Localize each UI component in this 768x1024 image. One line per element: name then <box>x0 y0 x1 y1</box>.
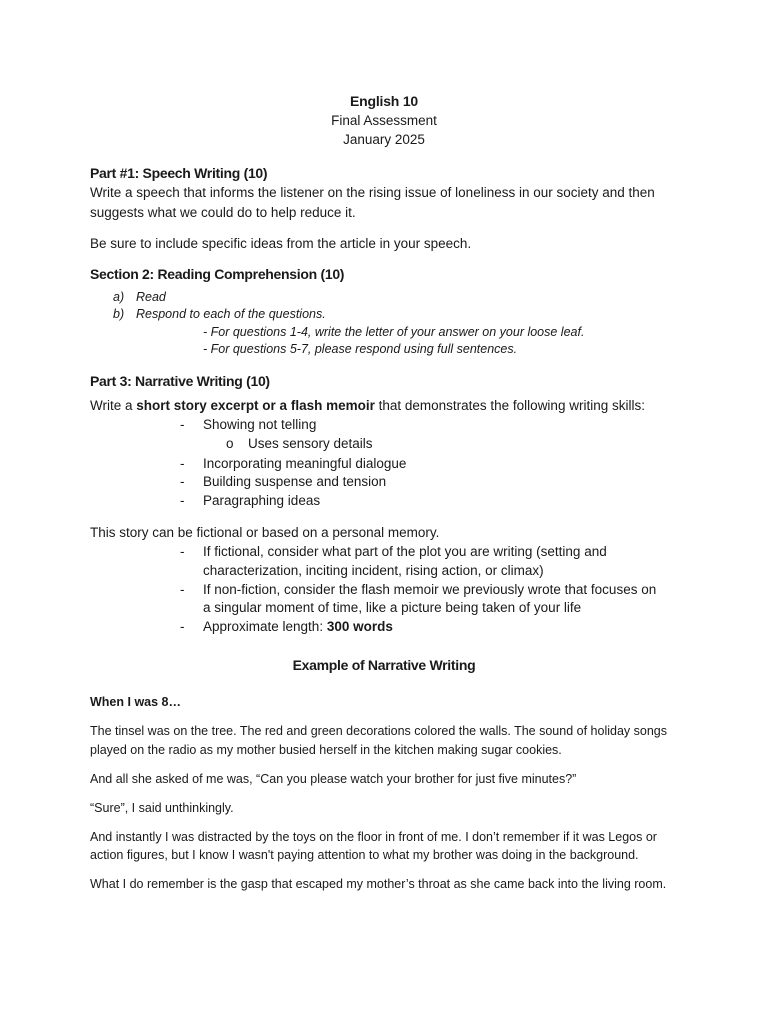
section2-note-1: - For questions 1-4, write the letter of your answer on your loose leaf. <box>203 325 585 339</box>
skill-item: Paragraphing ideas <box>203 493 321 508</box>
part1-heading: Part #1: Speech Writing (10) <box>90 165 268 181</box>
section2-item-a-marker: a) <box>113 290 125 304</box>
document-date: January 2025 <box>343 132 425 147</box>
bullet-dash: - <box>180 619 185 634</box>
example-heading: Example of Narrative Writing <box>292 657 476 673</box>
part3-heading: Part 3: Narrative Writing (10) <box>90 373 270 389</box>
part1-instruction-line2: suggests what we could do to help reduce it. <box>90 205 356 220</box>
story-paragraph-1-line1: The tinsel was on the tree. The red and green decorations colored the walls. The sound of holiday songs <box>90 724 667 738</box>
length-guideline <box>203 619 393 634</box>
section2-item-b-marker: b) <box>113 307 125 321</box>
length-label: Approximate length: <box>203 619 327 634</box>
bullet-dash: - <box>180 417 185 432</box>
length-value: 300 words <box>326 619 393 634</box>
skill-item: Building suspense and tension <box>203 474 387 489</box>
part1-instruction-line3: Be sure to include specific ideas from the article in your speech. <box>90 236 472 251</box>
document-title: English 10 <box>349 93 419 109</box>
part1-instruction-line1: Write a speech that informs the listener on the rising issue of loneliness in our society and then <box>90 185 655 200</box>
document-subtitle: Final Assessment <box>331 113 437 128</box>
bullet-dash: - <box>180 474 185 489</box>
part3-intro-bold: short story excerpt or a flash memoir <box>136 398 375 413</box>
story-paragraph-5: What I do remember is the gasp that escaped my mother’s throat as she came back into the living room. <box>90 877 667 891</box>
story-paragraph-1-line2: played on the radio as my mother busied herself in the kitchen making sugar cookies. <box>90 743 562 757</box>
bullet-dash: - <box>180 582 185 597</box>
fiction-guideline-line2: characterization, inciting incident, rising action, or climax) <box>203 563 544 578</box>
part3-intro <box>90 398 645 413</box>
section2-item-b-text: Respond to each of the questions. <box>136 307 326 321</box>
skill-item: Showing not telling <box>203 417 317 432</box>
nonfiction-guideline-line2: a singular moment of time, like a picture being taken of your life <box>203 600 582 615</box>
story-paragraph-4-line1: And instantly I was distracted by the toys on the floor in front of me. I don’t remember if it was Legos or <box>90 830 657 844</box>
story-paragraph-4-line2: action figures, but I know I wasn't paying attention to what my brother was doing in the background. <box>90 848 639 862</box>
part3-intro-before: Write a <box>90 398 137 413</box>
section2-item-a-text: Read <box>136 290 166 304</box>
section2-heading: Section 2: Reading Comprehension (10) <box>90 266 345 282</box>
skill-item: Incorporating meaningful dialogue <box>203 456 407 471</box>
story-paragraph-2: And all she asked of me was, “Can you please watch your brother for just five minutes?” <box>90 772 577 786</box>
section2-note-2: - For questions 5-7, please respond using full sentences. <box>203 342 518 356</box>
bullet-dash: - <box>180 456 185 471</box>
sub-skill-item: Uses sensory details <box>248 436 373 451</box>
story-title: When I was 8… <box>90 695 181 709</box>
fiction-guideline-line1: If fictional, consider what part of the plot you are writing (setting and <box>203 544 607 559</box>
story-paragraph-3: “Sure”, I said unthinkingly. <box>90 801 234 815</box>
bullet-dash: - <box>180 493 185 508</box>
bullet-dash: - <box>180 544 185 559</box>
nonfiction-guideline-line1: If non-fiction, consider the flash memoir we previously wrote that focuses on <box>203 582 657 597</box>
sub-bullet-marker: o <box>226 436 234 451</box>
part3-intro-after: that demonstrates the following writing skills: <box>374 398 645 413</box>
story-type-line: This story can be fictional or based on a personal memory. <box>90 525 440 540</box>
